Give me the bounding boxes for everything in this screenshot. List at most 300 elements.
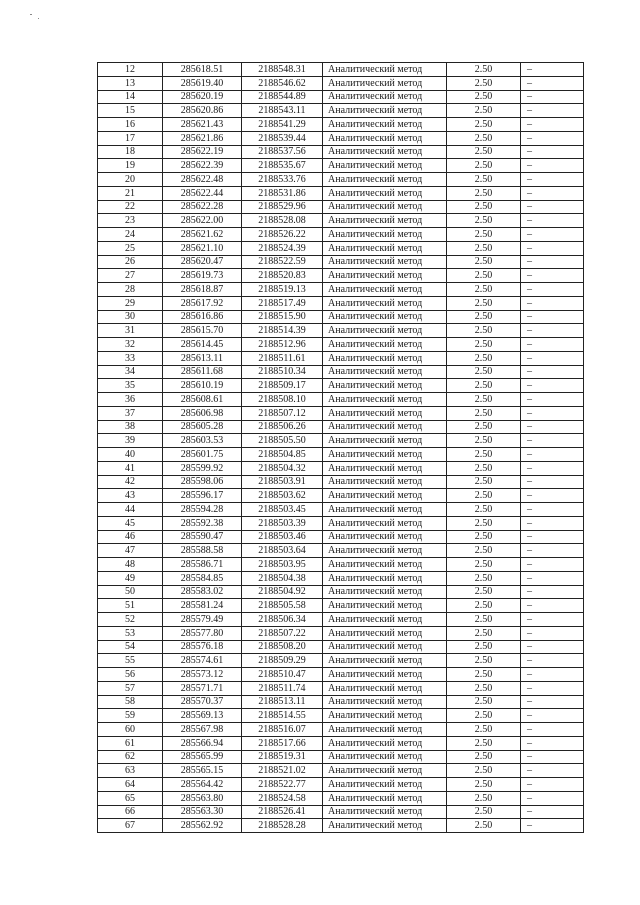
note-cell: – — [521, 613, 584, 627]
x-coordinate-cell: 285621.10 — [163, 241, 242, 255]
note-cell: – — [521, 214, 584, 228]
point-number-cell: 42 — [98, 475, 163, 489]
x-coordinate-cell: 285620.19 — [163, 90, 242, 104]
method-cell: Аналитический метод — [323, 626, 447, 640]
point-number-cell: 55 — [98, 654, 163, 668]
x-coordinate-cell: 285608.61 — [163, 393, 242, 407]
x-coordinate-cell: 285620.86 — [163, 104, 242, 118]
y-coordinate-cell: 2188537.56 — [242, 145, 323, 159]
error-value-cell: 2.50 — [447, 695, 521, 709]
point-number-cell: 48 — [98, 558, 163, 572]
error-value-cell: 2.50 — [447, 805, 521, 819]
error-value-cell: 2.50 — [447, 599, 521, 613]
x-coordinate-cell: 285619.73 — [163, 269, 242, 283]
note-cell: – — [521, 791, 584, 805]
method-cell: Аналитический метод — [323, 585, 447, 599]
note-cell: – — [521, 76, 584, 90]
point-number-cell: 26 — [98, 255, 163, 269]
error-value-cell: 2.50 — [447, 654, 521, 668]
table-row — [98, 819, 584, 833]
table-row — [98, 338, 584, 352]
table-row — [98, 118, 584, 132]
point-number-cell: 64 — [98, 778, 163, 792]
y-coordinate-cell: 2188507.22 — [242, 626, 323, 640]
x-coordinate-cell: 285592.38 — [163, 516, 242, 530]
table-row — [98, 736, 584, 750]
table-row — [98, 173, 584, 187]
y-coordinate-cell: 2188543.11 — [242, 104, 323, 118]
error-value-cell: 2.50 — [447, 764, 521, 778]
error-value-cell: 2.50 — [447, 668, 521, 682]
note-cell: – — [521, 104, 584, 118]
point-number-cell: 18 — [98, 145, 163, 159]
y-coordinate-cell: 2188503.91 — [242, 475, 323, 489]
y-coordinate-cell: 2188503.95 — [242, 558, 323, 572]
y-coordinate-cell: 2188511.61 — [242, 351, 323, 365]
error-value-cell: 2.50 — [447, 434, 521, 448]
x-coordinate-cell: 285594.28 — [163, 503, 242, 517]
method-cell: Аналитический метод — [323, 764, 447, 778]
note-cell: – — [521, 200, 584, 214]
table-row — [98, 63, 584, 77]
error-value-cell: 2.50 — [447, 145, 521, 159]
point-number-cell: 23 — [98, 214, 163, 228]
method-cell: Аналитический метод — [323, 778, 447, 792]
note-cell: – — [521, 805, 584, 819]
y-coordinate-cell: 2188505.50 — [242, 434, 323, 448]
point-number-cell: 52 — [98, 613, 163, 627]
note-cell: – — [521, 338, 584, 352]
error-value-cell: 2.50 — [447, 118, 521, 132]
x-coordinate-cell: 285606.98 — [163, 406, 242, 420]
table-row — [98, 544, 584, 558]
error-value-cell: 2.50 — [447, 461, 521, 475]
method-cell: Аналитический метод — [323, 461, 447, 475]
method-cell: Аналитический метод — [323, 750, 447, 764]
point-number-cell: 53 — [98, 626, 163, 640]
x-coordinate-cell: 285565.15 — [163, 764, 242, 778]
table-row — [98, 695, 584, 709]
x-coordinate-cell: 285605.28 — [163, 420, 242, 434]
error-value-cell: 2.50 — [447, 310, 521, 324]
x-coordinate-cell: 285601.75 — [163, 448, 242, 462]
x-coordinate-cell: 285563.30 — [163, 805, 242, 819]
point-number-cell: 24 — [98, 228, 163, 242]
x-coordinate-cell: 285586.71 — [163, 558, 242, 572]
y-coordinate-cell: 2188535.67 — [242, 159, 323, 173]
point-number-cell: 66 — [98, 805, 163, 819]
method-cell: Аналитический метод — [323, 503, 447, 517]
note-cell: – — [521, 448, 584, 462]
note-cell: – — [521, 695, 584, 709]
point-number-cell: 37 — [98, 406, 163, 420]
x-coordinate-cell: 285611.68 — [163, 365, 242, 379]
y-coordinate-cell: 2188517.66 — [242, 736, 323, 750]
point-number-cell: 13 — [98, 76, 163, 90]
y-coordinate-cell: 2188521.02 — [242, 764, 323, 778]
note-cell: – — [521, 503, 584, 517]
table-row — [98, 805, 584, 819]
table-row — [98, 393, 584, 407]
x-coordinate-cell: 285573.12 — [163, 668, 242, 682]
note-cell: – — [521, 228, 584, 242]
method-cell: Аналитический метод — [323, 640, 447, 654]
point-number-cell: 34 — [98, 365, 163, 379]
note-cell: – — [521, 406, 584, 420]
x-coordinate-cell: 285620.47 — [163, 255, 242, 269]
error-value-cell: 2.50 — [447, 448, 521, 462]
point-number-cell: 39 — [98, 434, 163, 448]
table-row — [98, 448, 584, 462]
x-coordinate-cell: 285622.44 — [163, 186, 242, 200]
note-cell: – — [521, 310, 584, 324]
table-row — [98, 599, 584, 613]
table-row — [98, 571, 584, 585]
table-row — [98, 406, 584, 420]
method-cell: Аналитический метод — [323, 296, 447, 310]
error-value-cell: 2.50 — [447, 489, 521, 503]
note-cell: – — [521, 269, 584, 283]
error-value-cell: 2.50 — [447, 516, 521, 530]
method-cell: Аналитический метод — [323, 228, 447, 242]
method-cell: Аналитический метод — [323, 819, 447, 833]
method-cell: Аналитический метод — [323, 324, 447, 338]
error-value-cell: 2.50 — [447, 709, 521, 723]
x-coordinate-cell: 285579.49 — [163, 613, 242, 627]
method-cell: Аналитический метод — [323, 393, 447, 407]
note-cell: – — [521, 365, 584, 379]
table-row — [98, 613, 584, 627]
table-row — [98, 310, 584, 324]
note-cell: – — [521, 145, 584, 159]
point-number-cell: 38 — [98, 420, 163, 434]
note-cell: – — [521, 159, 584, 173]
point-number-cell: 43 — [98, 489, 163, 503]
note-cell: – — [521, 118, 584, 132]
error-value-cell: 2.50 — [447, 750, 521, 764]
table-row — [98, 241, 584, 255]
note-cell: – — [521, 736, 584, 750]
x-coordinate-cell: 285563.80 — [163, 791, 242, 805]
y-coordinate-cell: 2188503.62 — [242, 489, 323, 503]
y-coordinate-cell: 2188511.74 — [242, 681, 323, 695]
note-cell: – — [521, 819, 584, 833]
note-cell: – — [521, 778, 584, 792]
y-coordinate-cell: 2188504.32 — [242, 461, 323, 475]
note-cell: – — [521, 599, 584, 613]
error-value-cell: 2.50 — [447, 296, 521, 310]
table-row — [98, 516, 584, 530]
method-cell: Аналитический метод — [323, 475, 447, 489]
method-cell: Аналитический метод — [323, 351, 447, 365]
method-cell: Аналитический метод — [323, 365, 447, 379]
x-coordinate-cell: 285614.45 — [163, 338, 242, 352]
y-coordinate-cell: 2188508.10 — [242, 393, 323, 407]
error-value-cell: 2.50 — [447, 571, 521, 585]
note-cell: – — [521, 173, 584, 187]
error-value-cell: 2.50 — [447, 90, 521, 104]
note-cell: – — [521, 475, 584, 489]
error-value-cell: 2.50 — [447, 530, 521, 544]
method-cell: Аналитический метод — [323, 723, 447, 737]
y-coordinate-cell: 2188526.41 — [242, 805, 323, 819]
table-row — [98, 558, 584, 572]
method-cell: Аналитический метод — [323, 420, 447, 434]
point-number-cell: 67 — [98, 819, 163, 833]
y-coordinate-cell: 2188520.83 — [242, 269, 323, 283]
note-cell: – — [521, 351, 584, 365]
error-value-cell: 2.50 — [447, 76, 521, 90]
method-cell: Аналитический метод — [323, 668, 447, 682]
coordinates-table — [97, 62, 584, 833]
x-coordinate-cell: 285619.40 — [163, 76, 242, 90]
method-cell: Аналитический метод — [323, 283, 447, 297]
point-number-cell: 20 — [98, 173, 163, 187]
method-cell: Аналитический метод — [323, 255, 447, 269]
x-coordinate-cell: 285616.86 — [163, 310, 242, 324]
table-row — [98, 668, 584, 682]
error-value-cell: 2.50 — [447, 200, 521, 214]
table-row — [98, 365, 584, 379]
x-coordinate-cell: 285564.42 — [163, 778, 242, 792]
x-coordinate-cell: 285622.28 — [163, 200, 242, 214]
table-row — [98, 626, 584, 640]
x-coordinate-cell: 285615.70 — [163, 324, 242, 338]
error-value-cell: 2.50 — [447, 379, 521, 393]
table-row — [98, 640, 584, 654]
method-cell: Аналитический метод — [323, 90, 447, 104]
note-cell: – — [521, 420, 584, 434]
x-coordinate-cell: 285617.92 — [163, 296, 242, 310]
table-row — [98, 90, 584, 104]
y-coordinate-cell: 2188517.49 — [242, 296, 323, 310]
error-value-cell: 2.50 — [447, 420, 521, 434]
method-cell: Аналитический метод — [323, 571, 447, 585]
table-row — [98, 145, 584, 159]
y-coordinate-cell: 2188522.77 — [242, 778, 323, 792]
table-row — [98, 269, 584, 283]
error-value-cell: 2.50 — [447, 406, 521, 420]
point-number-cell: 32 — [98, 338, 163, 352]
error-value-cell: 2.50 — [447, 131, 521, 145]
x-coordinate-cell: 285618.51 — [163, 63, 242, 77]
error-value-cell: 2.50 — [447, 503, 521, 517]
coordinates-table-body — [98, 63, 584, 833]
error-value-cell: 2.50 — [447, 159, 521, 173]
method-cell: Аналитический метод — [323, 76, 447, 90]
method-cell: Аналитический метод — [323, 63, 447, 77]
x-coordinate-cell: 285588.58 — [163, 544, 242, 558]
y-coordinate-cell: 2188515.90 — [242, 310, 323, 324]
x-coordinate-cell: 285577.80 — [163, 626, 242, 640]
note-cell: – — [521, 530, 584, 544]
point-number-cell: 65 — [98, 791, 163, 805]
table-row — [98, 764, 584, 778]
error-value-cell: 2.50 — [447, 640, 521, 654]
y-coordinate-cell: 2188504.38 — [242, 571, 323, 585]
note-cell: – — [521, 558, 584, 572]
note-cell: – — [521, 750, 584, 764]
table-row — [98, 296, 584, 310]
point-number-cell: 19 — [98, 159, 163, 173]
method-cell: Аналитический метод — [323, 681, 447, 695]
point-number-cell: 31 — [98, 324, 163, 338]
y-coordinate-cell: 2188519.13 — [242, 283, 323, 297]
note-cell: – — [521, 379, 584, 393]
table-row — [98, 131, 584, 145]
error-value-cell: 2.50 — [447, 338, 521, 352]
point-number-cell: 44 — [98, 503, 163, 517]
x-coordinate-cell: 285613.11 — [163, 351, 242, 365]
error-value-cell: 2.50 — [447, 791, 521, 805]
table-row — [98, 709, 584, 723]
y-coordinate-cell: 2188504.92 — [242, 585, 323, 599]
note-cell: – — [521, 186, 584, 200]
note-cell: – — [521, 296, 584, 310]
table-row — [98, 228, 584, 242]
point-number-cell: 29 — [98, 296, 163, 310]
method-cell: Аналитический метод — [323, 159, 447, 173]
method-cell: Аналитический метод — [323, 173, 447, 187]
table-row — [98, 723, 584, 737]
y-coordinate-cell: 2188524.39 — [242, 241, 323, 255]
y-coordinate-cell: 2188541.29 — [242, 118, 323, 132]
y-coordinate-cell: 2188513.11 — [242, 695, 323, 709]
method-cell: Аналитический метод — [323, 131, 447, 145]
point-number-cell: 28 — [98, 283, 163, 297]
x-coordinate-cell: 285571.71 — [163, 681, 242, 695]
scan-speck — [38, 18, 39, 19]
y-coordinate-cell: 2188508.20 — [242, 640, 323, 654]
point-number-cell: 62 — [98, 750, 163, 764]
point-number-cell: 46 — [98, 530, 163, 544]
y-coordinate-cell: 2188506.34 — [242, 613, 323, 627]
point-number-cell: 40 — [98, 448, 163, 462]
error-value-cell: 2.50 — [447, 283, 521, 297]
table-row — [98, 351, 584, 365]
note-cell: – — [521, 668, 584, 682]
point-number-cell: 47 — [98, 544, 163, 558]
y-coordinate-cell: 2188544.89 — [242, 90, 323, 104]
method-cell: Аналитический метод — [323, 599, 447, 613]
method-cell: Аналитический метод — [323, 186, 447, 200]
table-row — [98, 530, 584, 544]
note-cell: – — [521, 131, 584, 145]
method-cell: Аналитический метод — [323, 241, 447, 255]
point-number-cell: 58 — [98, 695, 163, 709]
y-coordinate-cell: 2188529.96 — [242, 200, 323, 214]
note-cell: – — [521, 324, 584, 338]
y-coordinate-cell: 2188539.44 — [242, 131, 323, 145]
error-value-cell: 2.50 — [447, 186, 521, 200]
error-value-cell: 2.50 — [447, 63, 521, 77]
method-cell: Аналитический метод — [323, 530, 447, 544]
point-number-cell: 16 — [98, 118, 163, 132]
note-cell: – — [521, 434, 584, 448]
y-coordinate-cell: 2188546.62 — [242, 76, 323, 90]
x-coordinate-cell: 285565.99 — [163, 750, 242, 764]
point-number-cell: 14 — [98, 90, 163, 104]
method-cell: Аналитический метод — [323, 214, 447, 228]
note-cell: – — [521, 63, 584, 77]
x-coordinate-cell: 285622.00 — [163, 214, 242, 228]
error-value-cell: 2.50 — [447, 475, 521, 489]
error-value-cell: 2.50 — [447, 736, 521, 750]
error-value-cell: 2.50 — [447, 393, 521, 407]
method-cell: Аналитический метод — [323, 489, 447, 503]
error-value-cell: 2.50 — [447, 269, 521, 283]
x-coordinate-cell: 285598.06 — [163, 475, 242, 489]
error-value-cell: 2.50 — [447, 241, 521, 255]
y-coordinate-cell: 2188526.22 — [242, 228, 323, 242]
error-value-cell: 2.50 — [447, 626, 521, 640]
note-cell: – — [521, 489, 584, 503]
y-coordinate-cell: 2188528.28 — [242, 819, 323, 833]
table-row — [98, 681, 584, 695]
x-coordinate-cell: 285581.24 — [163, 599, 242, 613]
x-coordinate-cell: 285599.92 — [163, 461, 242, 475]
x-coordinate-cell: 285596.17 — [163, 489, 242, 503]
note-cell: – — [521, 626, 584, 640]
x-coordinate-cell: 285570.37 — [163, 695, 242, 709]
note-cell: – — [521, 723, 584, 737]
point-number-cell: 25 — [98, 241, 163, 255]
method-cell: Аналитический метод — [323, 791, 447, 805]
table-row — [98, 791, 584, 805]
y-coordinate-cell: 2188514.55 — [242, 709, 323, 723]
table-row — [98, 200, 584, 214]
point-number-cell: 33 — [98, 351, 163, 365]
table-row — [98, 750, 584, 764]
table-row — [98, 420, 584, 434]
point-number-cell: 61 — [98, 736, 163, 750]
method-cell: Аналитический метод — [323, 104, 447, 118]
point-number-cell: 27 — [98, 269, 163, 283]
x-coordinate-cell: 285566.94 — [163, 736, 242, 750]
y-coordinate-cell: 2188509.29 — [242, 654, 323, 668]
method-cell: Аналитический метод — [323, 269, 447, 283]
note-cell: – — [521, 283, 584, 297]
table-row — [98, 778, 584, 792]
point-number-cell: 35 — [98, 379, 163, 393]
table-row — [98, 76, 584, 90]
point-number-cell: 12 — [98, 63, 163, 77]
y-coordinate-cell: 2188503.64 — [242, 544, 323, 558]
x-coordinate-cell: 285584.85 — [163, 571, 242, 585]
method-cell: Аналитический метод — [323, 118, 447, 132]
error-value-cell: 2.50 — [447, 365, 521, 379]
x-coordinate-cell: 285618.87 — [163, 283, 242, 297]
point-number-cell: 45 — [98, 516, 163, 530]
table-row — [98, 255, 584, 269]
note-cell: – — [521, 461, 584, 475]
table-row — [98, 379, 584, 393]
point-number-cell: 41 — [98, 461, 163, 475]
method-cell: Аналитический метод — [323, 448, 447, 462]
point-number-cell: 36 — [98, 393, 163, 407]
point-number-cell: 30 — [98, 310, 163, 324]
error-value-cell: 2.50 — [447, 351, 521, 365]
point-number-cell: 59 — [98, 709, 163, 723]
point-number-cell: 56 — [98, 668, 163, 682]
note-cell: – — [521, 585, 584, 599]
x-coordinate-cell: 285621.86 — [163, 131, 242, 145]
table-row — [98, 461, 584, 475]
method-cell: Аналитический метод — [323, 805, 447, 819]
table-row — [98, 186, 584, 200]
method-cell: Аналитический метод — [323, 654, 447, 668]
y-coordinate-cell: 2188522.59 — [242, 255, 323, 269]
